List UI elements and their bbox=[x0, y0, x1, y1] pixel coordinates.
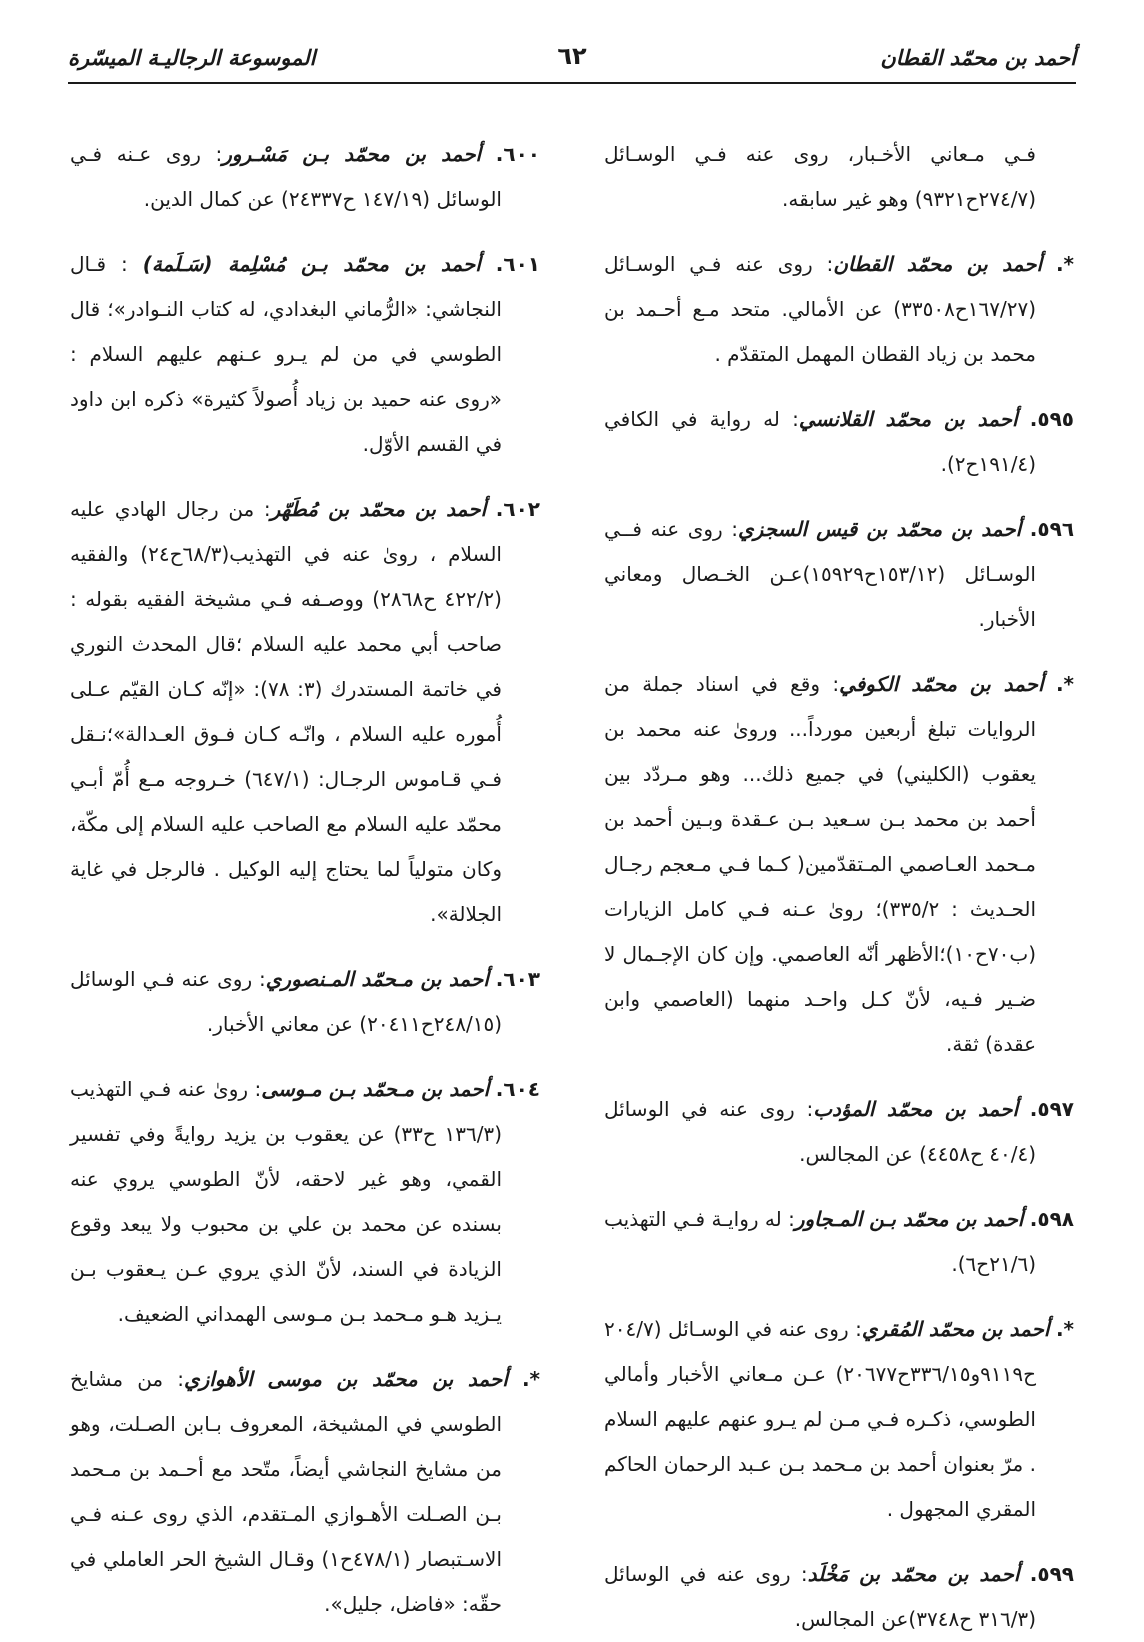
entry-text: : قـال النجاشي: «الرُّماني البغدادي، له كتاب النـوادر»؛ قال الطوسي في من لم يـرو عـنهم عليهم السلام : «روى عنه حميد بن زياد أُصولاً كثيرة» ذكره ابن داود في القسم الأوّل. bbox=[70, 252, 502, 456]
entry-name: أحمد بن محمّد القلانسي bbox=[798, 407, 1018, 431]
entry-number: ٦٠١. bbox=[495, 252, 541, 276]
entry-name: أحمد بن محمّد بـن مَسْـرور bbox=[222, 142, 482, 166]
entry-number: ٦٠٠. bbox=[495, 142, 540, 166]
entry-number: ٥٩٩. bbox=[1029, 1562, 1075, 1586]
entry-name: أحمد بن محمّد بن مُطَهّر bbox=[270, 497, 487, 521]
entry bbox=[604, 242, 1074, 377]
entry-name: أحمد بن مـحمّد المـنصوري bbox=[265, 967, 489, 991]
entry-text: : روى عنه فـي الوسائل (٢٤٨/١٥ح٢٠٤١١) عن معاني الأخبار. bbox=[70, 967, 502, 1036]
entry-text: : روى عنه فـي الوسـائل (١٦٧/٢٧ح٣٣٥٠٨) عن الأمالي. متحد مـع أحـمد بن محمد بن زياد القطان المهمل المتقدّم . bbox=[604, 252, 1036, 366]
entry-text: : له رواية في الكافي (١٩١/٤ح٢). bbox=[604, 407, 1036, 476]
entry-text: : روىٰ عنه فـي التهذيب (١٣٦/٣ ح٣٣) عن يعقوب بن يزيد روايةً وفي تفسير القمي، وهو غير لاحقه، لأنّ الطوسي يروي عنه بسنده عن محمد بن علي بن محبوب ولا يبعد وقوع الزيادة في السند، لأنّ الذي يروي عـن يـعقوب بـن يـزيد هـو مـحمد بـن مـوسى الهمداني الضعيف. bbox=[70, 1077, 502, 1326]
right-column bbox=[604, 112, 1075, 1631]
entry-text: : روى عـنه فـي الوسائل (١٤٧/١٩ ح٢٤٣٣٧) عن كمال الدين. bbox=[70, 142, 502, 211]
entry-text: : من رجال الهادي عليه السلام ، روىٰ عنه في التهذيب(٦٨/٣ح٢٤) والفقيه (٤٢٢/٢ ح٢٨٦٨) ووصـفه فـي مشيخة الفقيه بقوله : صاحب أبي محمد عليه السلام ؛قال المحدث النوري في خاتمة المستدرك (٣: ٧٨): «إنّه كـان القيّم عـلى أُموره عليه السلام ، وانّـه كـان فـوق العـدالة»؛نـقل فـي قـاموس الرجـال: (٦٤٧/١) خـروجه مـع أُمّ أبـي محمّد عليه السلام مع الصاحب عليه السلام إلى مكّة، وكان متولياً لما يحتاج إليه الوكيل . فالرجل في غاية الجلالة». bbox=[70, 497, 502, 926]
entry-number: ٥٩٧. bbox=[1029, 1097, 1075, 1121]
entry bbox=[70, 487, 540, 937]
header-book-title: الموسوعة الرجاليـة الميسّرة bbox=[68, 46, 316, 70]
entry-text: فـي مـعاني الأخـبار، روى عنه فـي الوسـائل (٢٧٤/٧ح٩٣٢١) وهو غير سابقه. bbox=[604, 142, 1036, 211]
entry-text: : من مشايخ الطوسي في المشيخة، المعروف بـابن الصـلت، وهو من مشايخ النجاشي أيضاً، متّحد مع أحـمد بن مـحمد بـن الصـلت الأهـوازي المـتقدم، الذي روى عـنه فـي الاسـتبصار (٤٧٨/١ح١) وقـال الشيخ الحر العاملي في حقّه: «فاضل، جليل». bbox=[70, 1367, 503, 1616]
entry-name: أحمد بن محمّد بـن المـجاور bbox=[794, 1207, 1024, 1231]
entry-name: أحمد بن محمّد بن قيس السجزي bbox=[738, 517, 1022, 541]
entry bbox=[604, 397, 1074, 487]
entry-marker: *. bbox=[1055, 672, 1074, 696]
entry-continuation bbox=[604, 132, 1074, 222]
header-entry-title: أحمد بن محمّد القطان bbox=[880, 46, 1076, 70]
entry-marker: *. bbox=[1055, 252, 1074, 276]
entry-number: ٦٠٤. bbox=[495, 1077, 541, 1101]
entry-name: أحمد بن محمّد القطان bbox=[833, 252, 1043, 276]
entry-name: أحمد بن محمّد بن مَخْلَد bbox=[807, 1562, 1020, 1586]
entry-name: أحمد بن مـحمّد بـن مـوسى bbox=[261, 1077, 490, 1101]
entry bbox=[604, 507, 1074, 642]
entry bbox=[70, 132, 540, 222]
entry bbox=[604, 1552, 1074, 1642]
entry-text: : وقع في اسناد جملة من الروايات تبلغ أربعين مورداً... وروىٰ عنه محمد بن يعقوب (الكليني) في جميع ذلك... وهو مـردّد بين أحمد بن محمد بـن سـعيد بـن عـقدة وبـين أحمد بن مـحمد العـاصمي المـتقدّمين( كـما فـي مـعجم رجـال الحـديث : ٣٣٥/٢)؛ روىٰ عـنه فـي كامل الزيارات (ب٧٠ح١٠)؛الأظهر أنّه العاصمي. وإن كان الإجـمال لا ضـير فـيه، لأنّ كـل واحـد منهما (العاصمي وابن عقدة) ثقة. bbox=[604, 672, 1037, 1056]
entry-text: : روى عنه فــي الوسـائل (١٥٣/١٢ح١٥٩٢٩)عـن الخـصال ومعاني الأخبار. bbox=[604, 517, 1036, 631]
entry bbox=[70, 957, 540, 1047]
entry-name: أحمد بن محمّد المؤدب bbox=[813, 1097, 1019, 1121]
entry-marker: *. bbox=[521, 1367, 541, 1391]
entry-number: ٥٩٨. bbox=[1029, 1207, 1075, 1231]
entry-number: ٥٩٥. bbox=[1029, 407, 1074, 431]
entry bbox=[604, 1197, 1074, 1287]
page-number: ٦٢ bbox=[557, 42, 587, 70]
entry-number: ٥٩٦. bbox=[1029, 517, 1075, 541]
entry-text: : روى عنه في الوسائل (٤٠/٤ ح٤٤٥٨) عن المجالس. bbox=[604, 1097, 1036, 1166]
entry-text: : له روايـة فـي التهذيب (٢١/٦ح٦). bbox=[604, 1207, 1036, 1276]
entry-number: ٦٠٢. bbox=[495, 497, 540, 521]
entry-text: : روى عنه في الوسائل (٣١٦/٣ ح٣٧٤٨)عن المجالس. bbox=[604, 1562, 1036, 1631]
entry-name: أحمد بن محمّد بـن مُسْلِمة (سَـلَمة) bbox=[142, 252, 481, 276]
entry-marker: *. bbox=[1055, 1317, 1074, 1341]
entry bbox=[70, 242, 540, 467]
entry bbox=[70, 1357, 540, 1627]
entry bbox=[604, 662, 1074, 1067]
entry bbox=[70, 1067, 540, 1337]
left-column bbox=[70, 112, 541, 1616]
entry-number: ٦٠٣. bbox=[495, 967, 540, 991]
entry-text: : روى عنه في الوسـائل (٢٠٤/٧ ح٩١١٩و٣٣٦/١٥ح٢٠٦٧٧) عـن مـعاني الأخبار وأمالي الطوسي، ذكـره فـي مـن لم يـرو عنهم عليهم السلام . مرّ بعنوان أحمد بن مـحمد بـن عـبد الرحمان الحاكم المقري المجهول . bbox=[604, 1317, 1036, 1521]
entry bbox=[604, 1307, 1074, 1532]
entry bbox=[604, 1087, 1074, 1177]
entry-name: أحمد بن محمّد الكوفي bbox=[839, 672, 1044, 696]
running-header bbox=[68, 40, 1076, 84]
entry-name: أحمد بن محمّد المُقري bbox=[861, 1317, 1050, 1341]
entry-name: أحمد بن محمّد بن موسى الأهوازي bbox=[183, 1367, 508, 1391]
